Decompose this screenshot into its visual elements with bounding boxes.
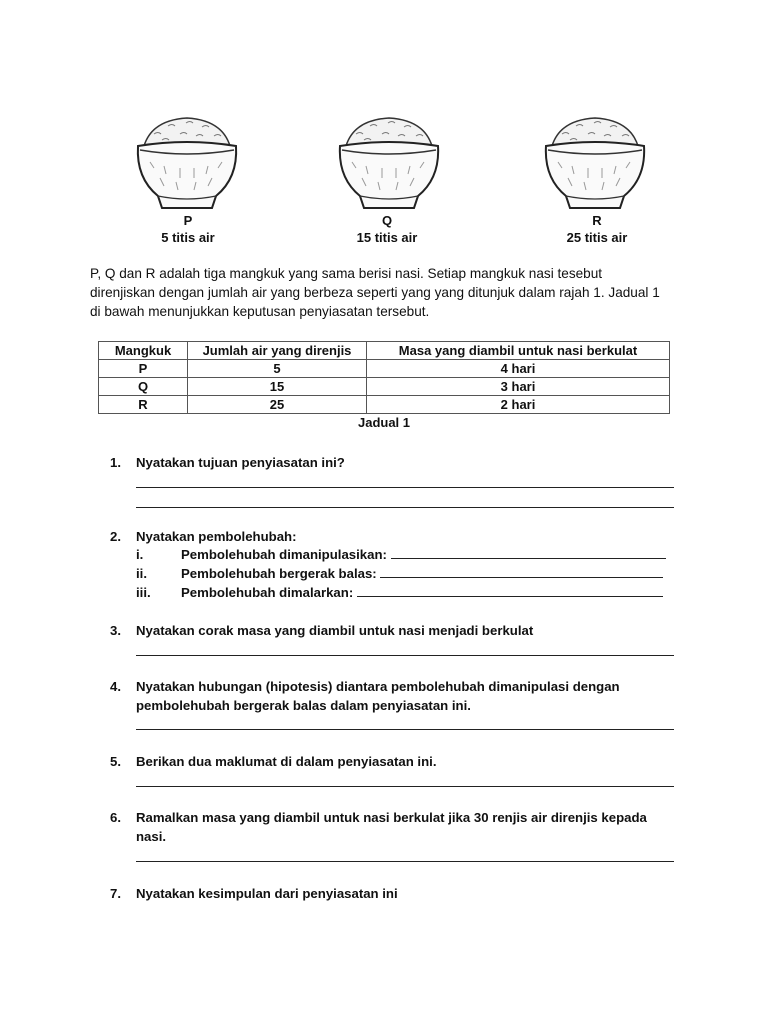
- question-6: [110, 808, 680, 848]
- question-text: Nyatakan corak masa yang diambil untuk nasi menjadi berkulat: [136, 623, 534, 638]
- answer-line[interactable]: [136, 786, 674, 787]
- rice-bowl-q-image: [336, 112, 442, 212]
- answer-line[interactable]: [136, 507, 674, 508]
- question-text: Nyatakan pembolehubah:: [136, 529, 297, 544]
- question-4: [110, 677, 680, 717]
- question-text: pembolehubah bergerak balas dalam penyiasatan ini.: [136, 698, 471, 713]
- bowl-label-p: [118, 212, 258, 246]
- table-cell: R: [99, 396, 188, 414]
- question-text: nasi.: [136, 829, 167, 844]
- question-number: 3.: [110, 623, 121, 638]
- column-header: Masa yang diambil untuk nasi berkulat: [367, 342, 670, 360]
- rice-bowl-p-image: [134, 112, 240, 212]
- question-5: [110, 752, 680, 772]
- table-cell: 5: [188, 360, 367, 378]
- bowl-letter: R: [592, 213, 602, 228]
- rice-bowl-r-image: [542, 112, 648, 212]
- roman-numeral: i.: [136, 547, 144, 562]
- answer-line[interactable]: [136, 655, 674, 656]
- subquestion-text: [181, 546, 666, 564]
- question-number: 4.: [110, 679, 121, 694]
- question-text: Nyatakan hubungan (hipotesis) diantara pembolehubah dimanipulasi dengan: [136, 679, 620, 694]
- bowl-label-q: [317, 212, 457, 246]
- answer-line[interactable]: [136, 487, 674, 488]
- table-row: [99, 378, 670, 396]
- bowl-letter: Q: [381, 213, 393, 228]
- subquestion-iii: [136, 584, 678, 602]
- question-3: [110, 621, 680, 641]
- question-text: Ramalkan masa yang diambil untuk nasi berkulat jika 30 renjis air direnjis kepada: [136, 810, 647, 825]
- question-number: 1.: [110, 455, 121, 470]
- answer-line[interactable]: [357, 596, 663, 597]
- bowl-letter: P: [183, 213, 193, 228]
- question-text: Nyatakan tujuan penyiasatan ini?: [136, 455, 345, 470]
- table-cell: 15: [188, 378, 367, 396]
- bowl-drops: 5 titis air: [161, 230, 215, 245]
- results-table: [98, 341, 670, 414]
- subquestion-label: Pembolehubah dimalarkan:: [181, 585, 354, 600]
- answer-line[interactable]: [380, 577, 663, 578]
- intro-paragraph: [90, 264, 690, 321]
- question-text: Berikan dua maklumat di dalam penyiasatan ini.: [136, 754, 437, 769]
- intro-line: direnjiskan dengan jumlah air yang berbeza seperti yang yang ditunjuk dalam rajah 1. Jadual 1: [90, 285, 660, 300]
- table-cell: Q: [99, 378, 188, 396]
- question-number: 6.: [110, 810, 121, 825]
- subquestion-label: Pembolehubah dimanipulasikan:: [181, 547, 387, 562]
- table-caption: Jadual 1: [357, 415, 411, 430]
- table-row: [99, 396, 670, 414]
- roman-numeral: iii.: [136, 585, 151, 600]
- question-number: 7.: [110, 886, 121, 901]
- column-header: Jumlah air yang direnjis: [188, 342, 367, 360]
- subquestion-ii: [136, 565, 678, 583]
- question-number: 2.: [110, 529, 121, 544]
- answer-line[interactable]: [391, 558, 666, 559]
- answer-line[interactable]: [136, 861, 674, 862]
- question-text: Nyatakan kesimpulan dari penyiasatan ini: [136, 886, 398, 901]
- table-header-row: [99, 342, 670, 360]
- roman-numeral: ii.: [136, 566, 147, 581]
- table-cell: 4 hari: [367, 360, 670, 378]
- bowl-drops: 15 titis air: [356, 230, 418, 245]
- subquestion-label: Pembolehubah bergerak balas:: [181, 566, 377, 581]
- intro-line: di bawah menunjukkan keputusan penyiasatan tersebut.: [90, 304, 430, 319]
- question-2: [110, 527, 680, 547]
- subquestion-text: [181, 584, 663, 602]
- table-cell: 25: [188, 396, 367, 414]
- question-1: [110, 453, 680, 473]
- intro-line: P, Q dan R adalah tiga mangkuk yang sama berisi nasi. Setiap mangkuk nasi tesebut: [90, 266, 603, 281]
- table-cell: P: [99, 360, 188, 378]
- subquestion-text: [181, 565, 663, 583]
- table-row: [99, 360, 670, 378]
- table-cell: 2 hari: [367, 396, 670, 414]
- bowl-drops: 25 titis air: [566, 230, 628, 245]
- table-cell: 3 hari: [367, 378, 670, 396]
- subquestion-i: [136, 546, 678, 564]
- bowl-label-r: [527, 212, 667, 246]
- question-number: 5.: [110, 754, 121, 769]
- answer-line[interactable]: [136, 729, 674, 730]
- column-header: Mangkuk: [99, 342, 188, 360]
- question-7: [110, 884, 680, 904]
